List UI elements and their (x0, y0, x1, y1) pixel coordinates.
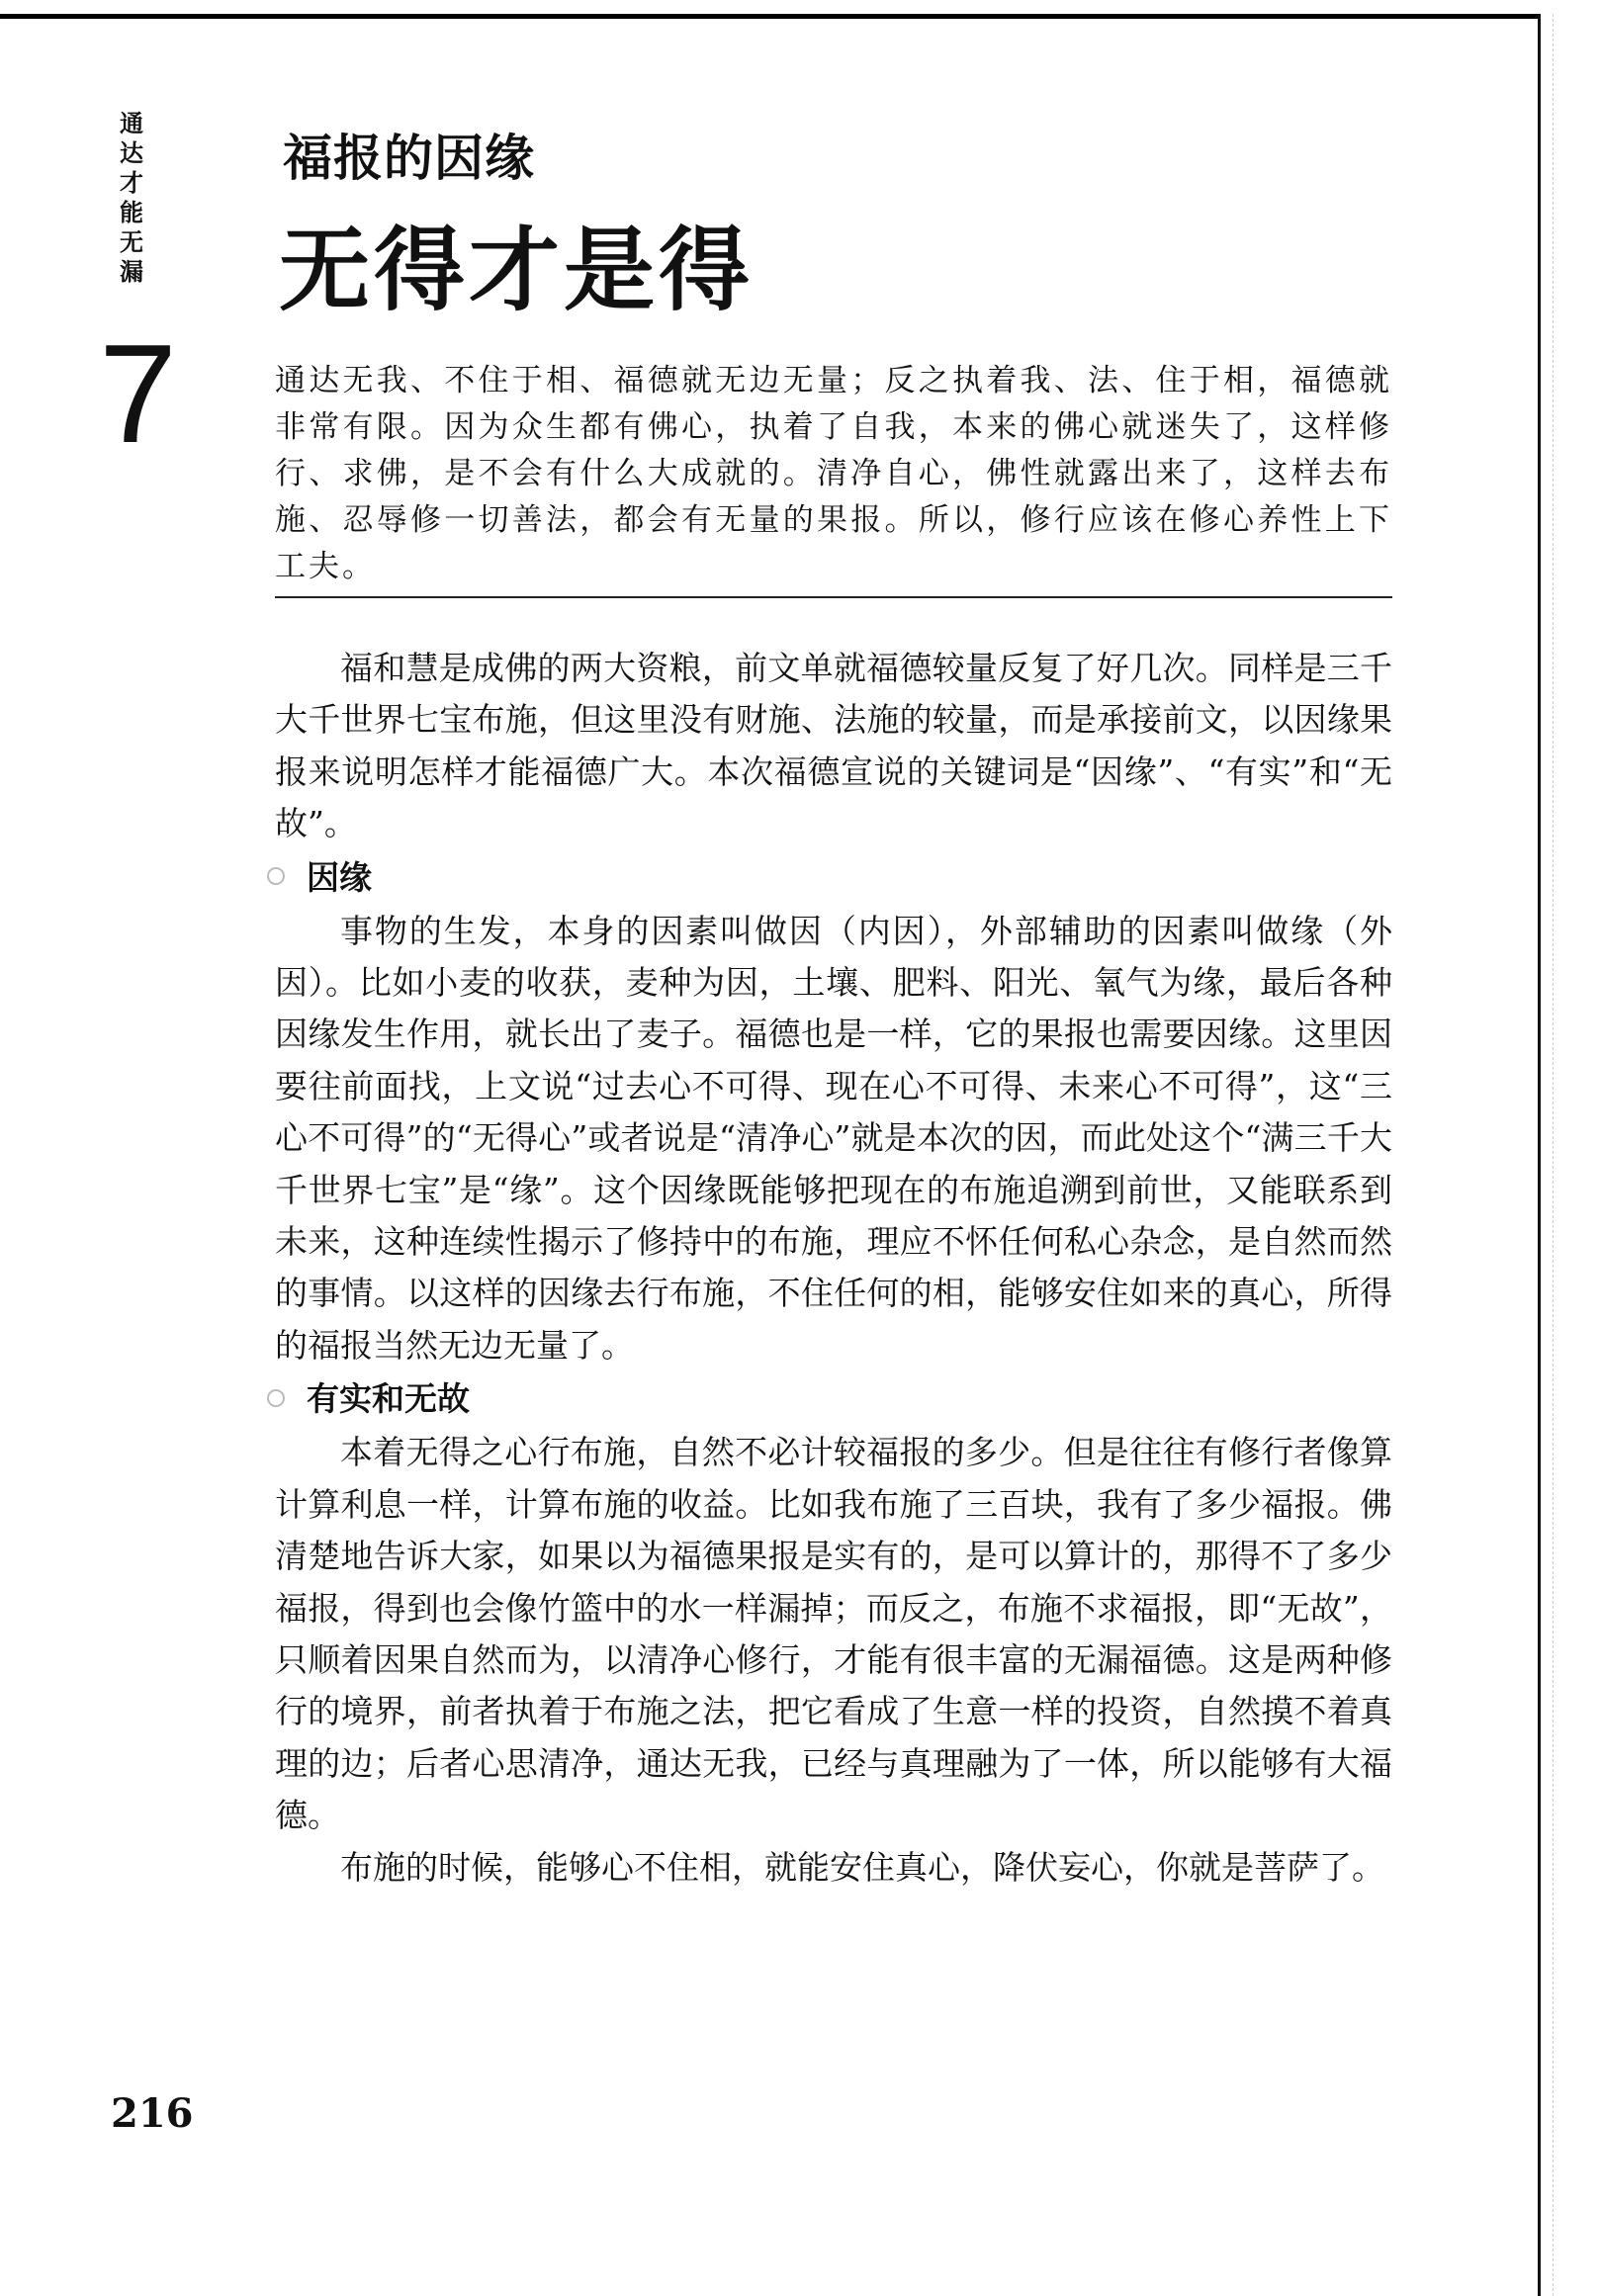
chapter-number: 7 (99, 315, 177, 473)
running-book-title: 通达才能无漏 (120, 110, 143, 286)
section1-paragraph: 事物的生发，本身的因素叫做因（内因），外部辅助的因素叫做缘（外因）。比如小麦的收获，麦种为因，土壤、肥料、阳光、氧气为缘，最后各种因缘发生作用，就长出了麦子。福德也是一样，它的果报也需要因缘。这里因要往前面找，上文说“过去心不可得、现在心不可得、未来心不可得”，这“三心不可得”的“无得心”或者说是“清净心”就是本次的因，而此处这个“满三千大千世界七宝”是“缘”。这个因缘既能够把现在的布施追溯到前世，又能联系到未来，这种连续性揭示了修持中的布施，理应不怀任何私心杂念，是自然而然的事情。以这样的因缘去行布施，不住任何的相，能够安住如来的真心，所得的福报当然无边无量了。 (275, 911, 1392, 1365)
intro-paragraph: 福和慧是成佛的两大资粮，前文单就福德较量反复了好几次。同样是三千大千世界七宝布施，但这里没有财施、法施的较量，而是承接前文，以因缘果报来说明怎样才能福德广大。本次福德宣说的关键词是“因缘”、“有实”和“无故”。 (275, 649, 1392, 843)
page-gutter (1553, 14, 1555, 2296)
chapter-subtitle: 福报的因缘 (283, 129, 535, 187)
main-body (275, 643, 1392, 1894)
section-heading-text: 有实和无故 (307, 1379, 470, 1419)
section-heading-text: 因缘 (307, 857, 372, 897)
bullet-icon (267, 1389, 285, 1407)
closing-paragraph: 布施的时候，能够心不住相，就能安住真心，降伏妄心，你就是菩萨了。 (340, 1847, 1384, 1887)
chapter-abstract: 通达无我、不住于相、福德就无边无量；反之执着我、法、住于相，福德就非常有限。因为众生都有佛心，执着了自我，本来的佛心就迷失了，这样修行、求佛，是不会有什么大成就的。清净自心，佛性就露出来了，这样去布施、忍辱修一切善法，都会有无量的果报。所以，修行应该在修心养性上下工夫。 (275, 363, 1392, 584)
page-edge (1538, 14, 1541, 2296)
top-rule (0, 14, 1538, 19)
section-heading-youshi (275, 1371, 1392, 1427)
section-divider (275, 596, 1392, 598)
chapter-title: 无得才是得 (279, 218, 755, 323)
bullet-icon (267, 867, 285, 885)
section2-paragraph: 本着无得之心行布施，自然不必计较福报的多少。但是往往有修行者像算计算利息一样，计算布施的收益。比如我布施了三百块，我有了多少福报。佛清楚地告诉大家，如果以为福德果报是实有的，是可以算计的，那得不了多少福报，得到也会像竹篮中的水一样漏掉；而反之，布施不求福报，即“无故”，只顺着因果自然而为，以清净心修行，才能有很丰富的无漏福德。这是两种修行的境界，前者执着于布施之法，把它看成了生意一样的投资，自然摸不着真理的边；后者心思清净，通达无我，已经与真理融为了一体，所以能够有大福德。 (275, 1433, 1392, 1835)
section-heading-yinyuan (275, 850, 1392, 906)
page-number: 216 (111, 2090, 194, 2137)
